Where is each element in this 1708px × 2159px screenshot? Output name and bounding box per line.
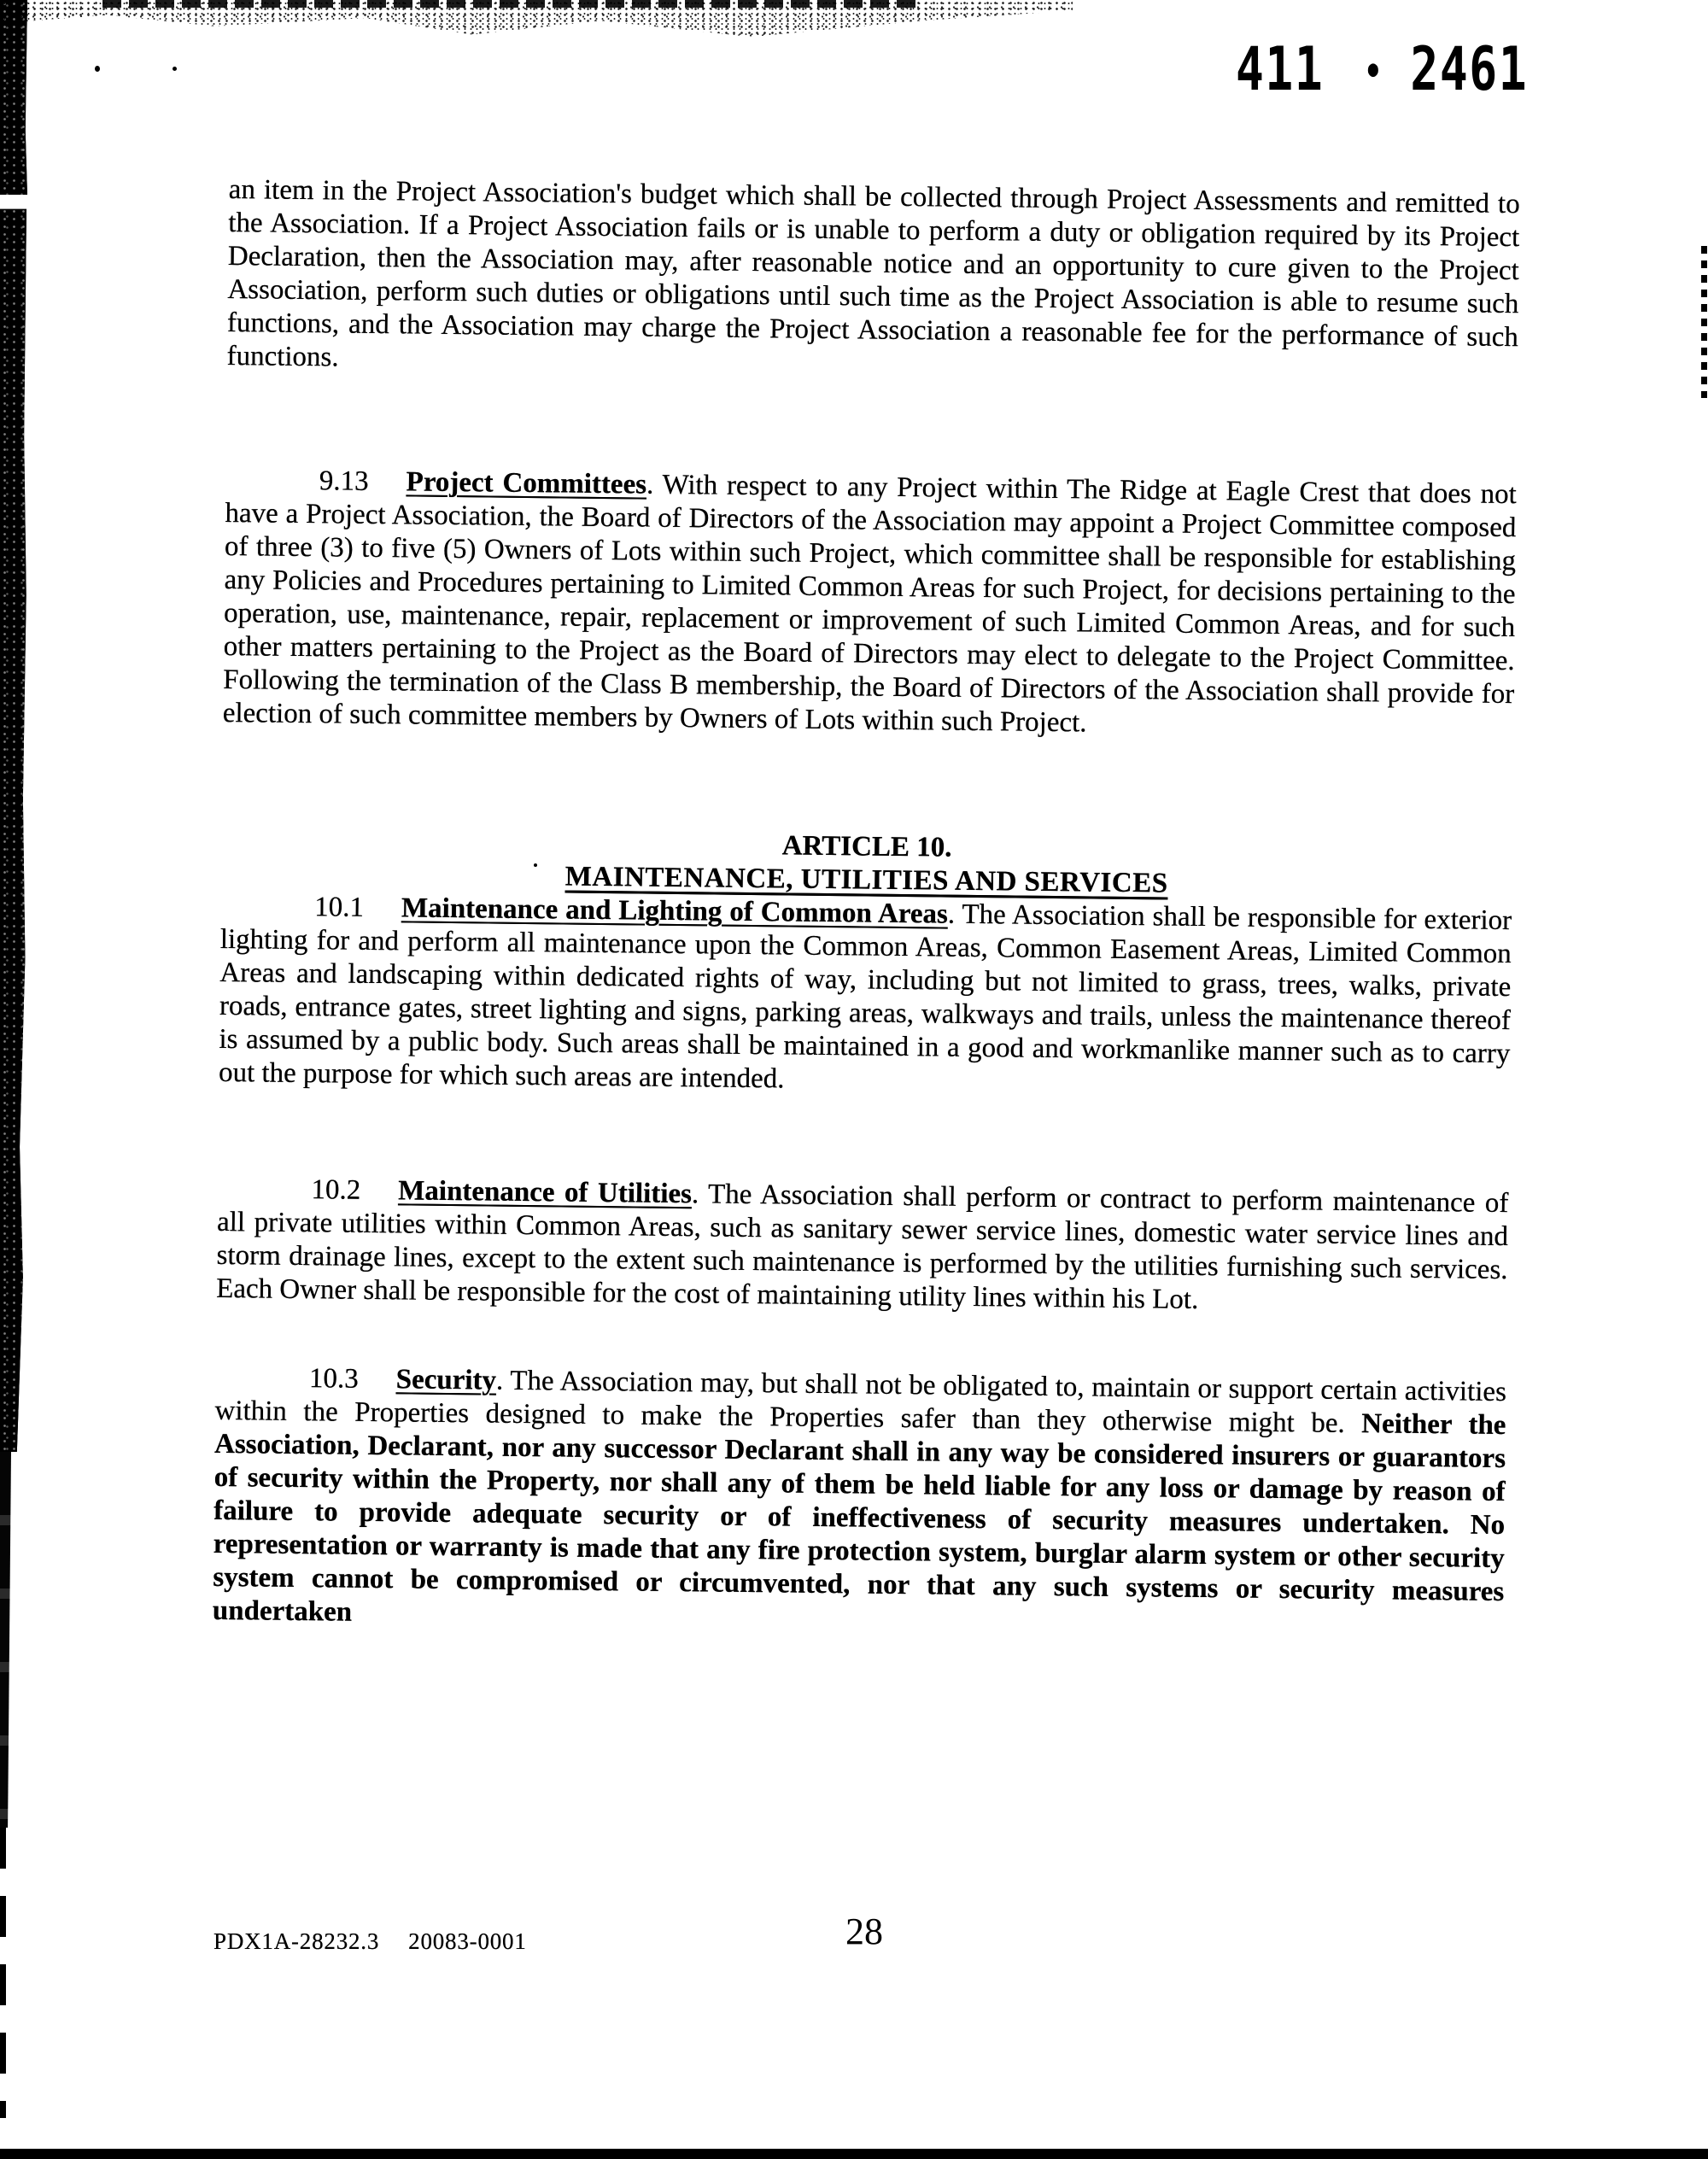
- footer-document-id: [214, 1928, 527, 1955]
- scan-speck: [95, 66, 100, 72]
- doc-id: PDX1A-28232.3: [214, 1928, 380, 1954]
- section-title: Project Committees: [406, 466, 647, 500]
- scan-artifact-right-dashed-line: [1701, 246, 1707, 398]
- section-title: Maintenance and Lighting of Common Areas: [401, 892, 949, 930]
- section-9-13: [223, 464, 1517, 745]
- stamp-separator-dot: ●: [1367, 56, 1378, 82]
- scan-artifact-top-strip: [102, 0, 922, 8]
- section-title: Security: [395, 1364, 497, 1396]
- scan-artifact-left-thin-line: [0, 1828, 6, 2118]
- scan-artifact-left-streak: [0, 1452, 11, 1828]
- scan-speck: [173, 67, 177, 71]
- section-number: 10.2: [311, 1174, 361, 1206]
- matter-id: 20083-0001: [408, 1928, 527, 1954]
- scan-artifact-band-notch: [0, 195, 27, 206]
- document-body: [213, 173, 1520, 1642]
- section-text-bold-disclaimer: Neither the Association, Declarant, nor any successor Declarant shall in any way be considered insurers or guarantors of security within the Property, nor shall any of them be held liable for any loss or damage by reason of failure to provide adequate security or of ineffectiveness of security measures undertaken. No representation or warranty is made that any fire protection system, burglar alarm system or other security system cannot be compromised or circumvented, nor that any such systems or security measures undertaken: [212, 1408, 1506, 1628]
- section-10-3: [213, 1361, 1506, 1642]
- paragraph-continuation: an item in the Project Association's budget which shall be collected through Project Assessments and remitted to the Association. If a Project Association fails or is unable to perform a duty or obligation required by its Project Declaration, then the Association may, after reasonable notice and an opportunity to cure given to the Project Association, perform such duties or obligations until such time as the Project Association is able to resume such functions, and the Association may charge the Project Association a reasonable fee for the performance of such functions.: [226, 173, 1520, 373]
- section-text: . The Association may, but shall not be obligated to, maintain or support certain activities within the Properties designed to make the Properties safer than they otherwise might be.: [214, 1365, 1507, 1440]
- scan-artifact-bottom-bar: [0, 2149, 1708, 2159]
- section-text: . With respect to any Project within The Ridge at Eagle Crest that does not have a Project Association, the Board of Directors of the Association may appoint a Project Committee composed of three (3) to five (5) Owners of Lots within such Project, which committee shall be responsible for establishing any Policies and Procedures pertaining to Limited Common Areas for such Project, for decisions pertaining to the operation, use, maintenance, repair, replacement or improvement of such Limited Common Areas, and for such other matters pertaining to the Project as the Board of Directors may elect to delegate to the Project Committee. Following the termination of the Class B membership, the Board of Directors of the Association shall provide for election of such committee members by Owners of Lots within such Project.: [222, 469, 1518, 739]
- section-10-1: [219, 890, 1512, 1104]
- stamp-left: 411: [1236, 34, 1325, 104]
- recording-stamp-number: [1236, 34, 1528, 104]
- section-title: Maintenance of Utilities: [398, 1175, 693, 1210]
- scan-artifact-left-band: [0, 0, 27, 1452]
- section-10-2: [216, 1173, 1509, 1320]
- section-number: 10.3: [308, 1363, 359, 1395]
- section-text: . The Association shall perform or contract to perform maintenance of all private utilities within Common Areas, such as sanitary sewer service lines, domestic water service lines and storm drainage lines, except to the extent such maintenance is performed by the utilities furnishing such services. Each Owner shall be responsible for the cost of maintaining utility lines within his Lot.: [215, 1179, 1509, 1315]
- section-number: 10.1: [314, 892, 365, 923]
- article-heading: ARTICLE 10.: [781, 830, 952, 863]
- section-text: . The Association shall be responsible for exterior lighting for and perform all maintenance upon the Common Areas, Common Easement Areas, Limited Common Areas and landscaping within dedicated rights of way, including but not limited to grass, trees, walks, private roads, entrance gates, street lighting and signs, parking areas, walkways and trails, unless the maintenance thereof is assumed by a public body. Such areas shall be maintained in a good and workmanlike manner such as to carry out the purpose for which such areas are intended.: [218, 898, 1512, 1095]
- section-number: 9.13: [319, 465, 369, 497]
- page-number: 28: [845, 1910, 883, 1952]
- stamp-right: 2461: [1410, 34, 1529, 104]
- article-title: MAINTENANCE, UTILITIES AND SERVICES: [564, 861, 1168, 899]
